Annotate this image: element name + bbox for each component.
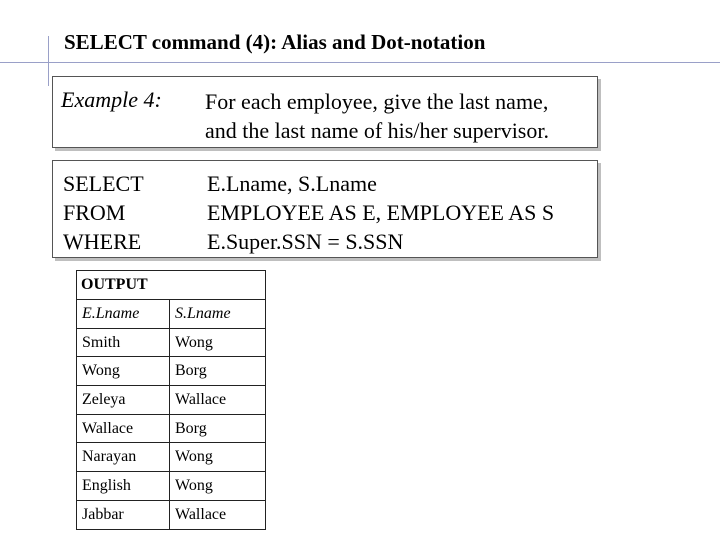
table-cell: Wallace — [77, 414, 170, 443]
table-row — [77, 472, 266, 501]
table-header-row — [77, 300, 266, 329]
table-cell: Wong — [170, 443, 266, 472]
output-table — [76, 270, 266, 530]
example-description-line: For each employee, give the last name, — [205, 89, 549, 114]
table-cell: Wong — [170, 472, 266, 501]
table-cell: Borg — [170, 414, 266, 443]
sql-clauses — [207, 169, 554, 256]
slide-title: SELECT command (4): Alias and Dot-notation — [64, 30, 486, 54]
sql-query-box — [52, 160, 598, 258]
table-row — [77, 443, 266, 472]
title-accent-vertical-line — [48, 36, 49, 86]
table-row — [77, 500, 266, 529]
example-label: Example 4: — [61, 87, 162, 112]
table-cell: English — [77, 472, 170, 501]
table-row — [77, 328, 266, 357]
output-caption: OUTPUT — [77, 271, 266, 300]
sql-where-clause: E.Super.SSN = S.SSN — [207, 229, 404, 254]
column-header-e-lname: E.Lname — [77, 300, 170, 329]
sql-from-clause: EMPLOYEE AS E, EMPLOYEE AS S — [207, 200, 555, 225]
example-description-line: and the last name of his/her supervisor. — [205, 118, 549, 143]
example-description — [205, 87, 549, 145]
sql-keyword-where: WHERE — [63, 229, 142, 254]
table-cell: Jabbar — [77, 500, 170, 529]
table-cell: Zeleya — [77, 386, 170, 415]
sql-keywords — [63, 169, 144, 256]
output-caption-row — [77, 271, 266, 300]
column-header-s-lname: S.Lname — [170, 300, 266, 329]
sql-select-clause: E.Lname, S.Lname — [207, 171, 377, 196]
example-box — [52, 76, 598, 148]
table-row — [77, 414, 266, 443]
table-cell: Wallace — [170, 386, 266, 415]
table-cell: Wallace — [170, 500, 266, 529]
title-accent-horizontal-line — [0, 62, 720, 63]
table-cell: Wong — [170, 328, 266, 357]
table-row — [77, 357, 266, 386]
table-cell: Borg — [170, 357, 266, 386]
table-cell: Wong — [77, 357, 170, 386]
sql-keyword-select: SELECT — [63, 171, 144, 196]
table-row — [77, 386, 266, 415]
table-cell: Smith — [77, 328, 170, 357]
sql-keyword-from: FROM — [63, 200, 126, 225]
table-cell: Narayan — [77, 443, 170, 472]
